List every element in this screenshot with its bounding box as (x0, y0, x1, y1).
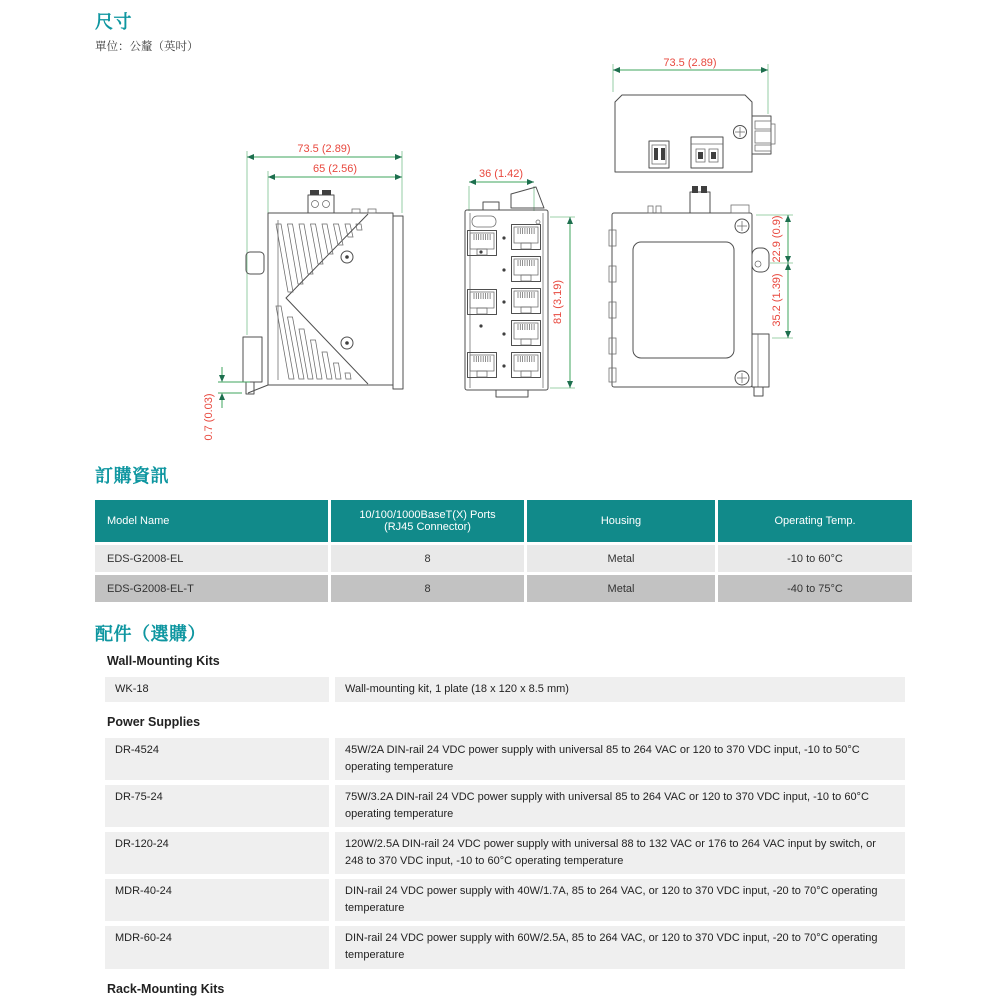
accessory-group-heading-power-supplies: Power Supplies (107, 715, 201, 730)
accessory-model: WK-18 (105, 677, 329, 702)
operating-temp-cell: -40 to 75°C (718, 575, 912, 602)
accessory-row (105, 785, 905, 827)
column-header-model-name: Model Name (95, 500, 328, 542)
dim-label-side-width: 73.5 (2.89) (297, 143, 351, 155)
housing-cell: Metal (527, 545, 715, 572)
accessory-model: MDR-60-24 (105, 926, 329, 968)
vent-slots-bottom (276, 306, 351, 379)
dim-label-rear-upper: 22.9 (0.9) (771, 215, 783, 263)
model-name-cell: EDS-G2008-EL (95, 545, 328, 572)
dim-label-bottom-lip: 0.7 (0.03) (203, 393, 215, 441)
accessory-row (105, 832, 905, 874)
model-name-cell: EDS-G2008-EL-T (95, 575, 328, 602)
accessory-model: DR-75-24 (105, 785, 329, 827)
accessory-description: DIN-rail 24 VDC power supply with 40W/1.7A, 85 to 264 VAC, or 120 to 370 VDC input, -20 to 70°C operating temperature (335, 879, 905, 921)
column-header-ports: 10/100/1000BaseT(X) Ports (RJ45 Connector) (331, 500, 524, 542)
dimensions-section-title: 尺寸 (95, 12, 132, 32)
panel-screw-dots (479, 236, 505, 367)
accessory-model: DR-4524 (105, 738, 329, 780)
ordering-section-title: 訂購資訊 (95, 466, 169, 486)
accessory-group-heading-rack-mounting: Rack-Mounting Kits (107, 981, 225, 996)
accessory-row (105, 879, 905, 921)
drawing-front-view (465, 168, 575, 397)
accessories-section-title: 配件（選購） (95, 624, 206, 644)
ports-cell: 8 (331, 575, 524, 602)
accessory-description: 75W/3.2A DIN-rail 24 VDC power supply with universal 85 to 264 VAC or 120 to 370 VDC input, -10 to 60°C operating temperature (335, 785, 905, 827)
housing-cell: Metal (527, 575, 715, 602)
ports-cell: 8 (331, 545, 524, 572)
dimension-drawings (0, 0, 1000, 460)
drawing-side-view (203, 143, 403, 441)
accessory-group-heading-wall-mounting: Wall-Mounting Kits (107, 654, 220, 668)
drawing-rear-view (609, 186, 793, 396)
operating-temp-cell: -10 to 60°C (718, 545, 912, 572)
column-header-operating-temp: Operating Temp. (718, 500, 912, 542)
vent-slots-top (276, 224, 362, 292)
accessory-model: DR-120-24 (105, 832, 329, 874)
dim-label-rear-lower: 35.2 (1.39) (771, 273, 783, 327)
accessory-row (105, 926, 905, 968)
drawing-top-view (613, 57, 775, 172)
accessory-description: 45W/2A DIN-rail 24 VDC power supply with universal 85 to 264 VAC or 120 to 370 VDC input, -10 to 50°C operating temperature (335, 738, 905, 780)
accessory-description: Wall-mounting kit, 1 plate (18 x 120 x 8.5 mm) (335, 677, 905, 702)
accessories-list (105, 650, 905, 1005)
accessory-description: DIN-rail 24 VDC power supply with 60W/2.5A, 85 to 264 VAC, or 120 to 370 VDC input, -20 to 70°C operating temperature (335, 926, 905, 968)
accessory-row (105, 738, 905, 780)
accessory-row (105, 677, 905, 702)
accessory-description: 120W/2.5A DIN-rail 24 VDC power supply with universal 88 to 132 VAC or 176 to 264 VAC input by switch, or 248 to 370 VDC input, -10 to 60°C operating temperature (335, 832, 905, 874)
unit-note: 單位：公釐（英吋） (95, 41, 199, 53)
ordering-table (95, 500, 912, 602)
dim-label-front-height: 81 (3.19) (552, 279, 564, 325)
accessory-model: MDR-40-24 (105, 879, 329, 921)
dim-label-top-width: 73.5 (2.89) (663, 57, 717, 69)
dim-label-side-inner-width: 65 (2.56) (312, 163, 358, 175)
dim-label-front-width: 36 (1.42) (478, 168, 524, 180)
column-header-housing: Housing (527, 500, 715, 542)
